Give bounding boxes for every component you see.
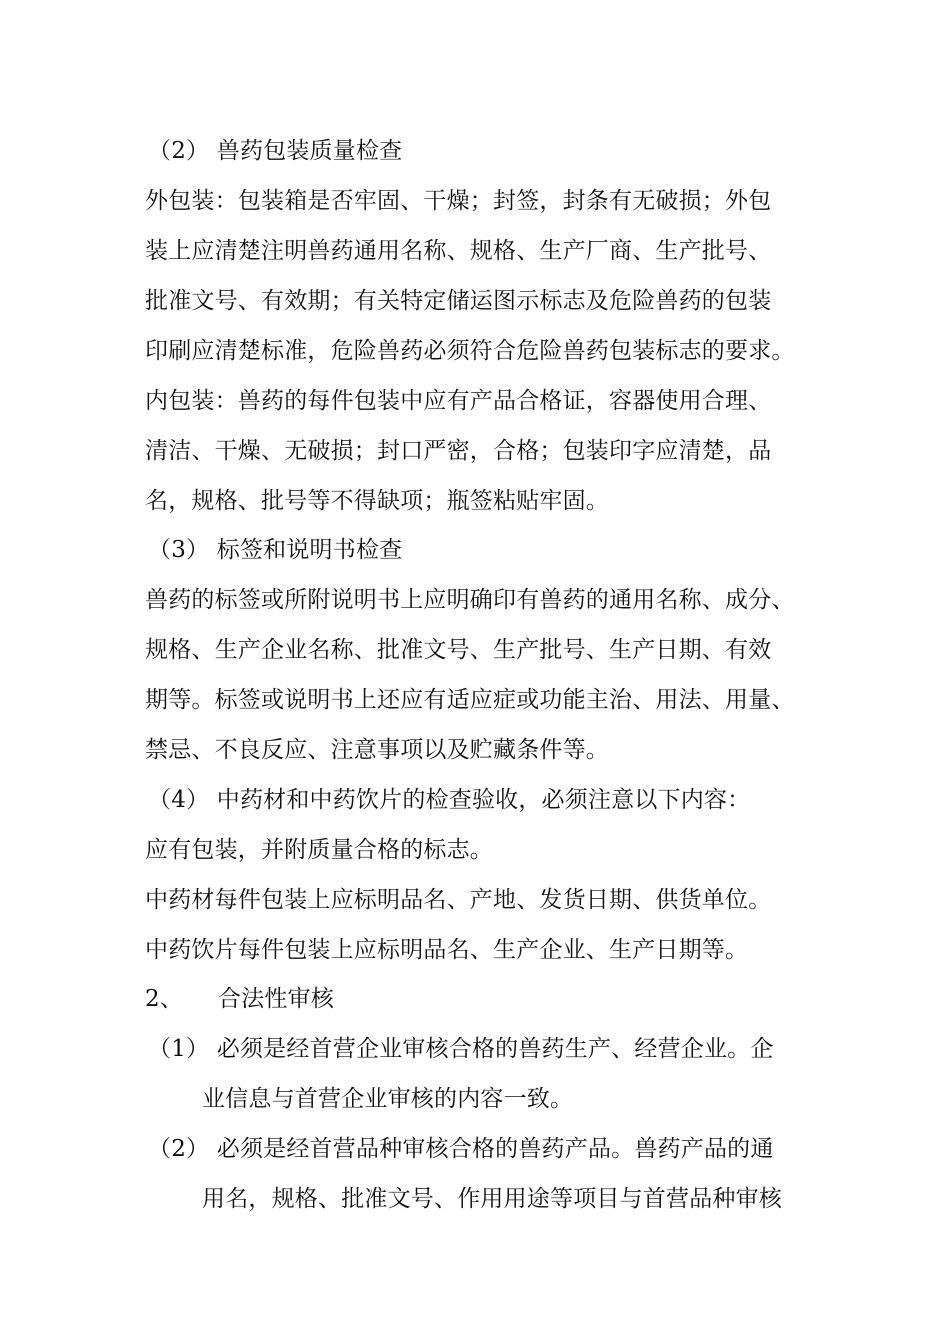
section-heading-legality-review: 2、 合法性审核 bbox=[145, 986, 334, 1012]
paragraph-line: 兽药的标签或所附说明书上应明确印有兽药的通用名称、成分、 bbox=[145, 587, 795, 613]
section-heading-label-check: （3） 标签和说明书检查 bbox=[148, 537, 403, 563]
paragraph-line: 装上应清楚注明兽药通用名称、规格、生产厂商、生产批号、 bbox=[145, 238, 772, 264]
section-heading-herbal-check: （4） 中药材和中药饮片的检查验收，必须注意以下内容： bbox=[148, 787, 751, 813]
paragraph-line: 规格、生产企业名称、批准文号、生产批号、生产日期、有效 bbox=[145, 637, 772, 663]
list-item-2: （2） 必须是经首营品种审核合格的兽药产品。兽药产品的通 bbox=[148, 1136, 774, 1162]
paragraph-line: 中药饮片每件包装上应标明品名、生产企业、生产日期等。 bbox=[145, 937, 749, 963]
paragraph-line: 内包装：兽药的每件包装中应有产品合格证，容器使用合理、 bbox=[145, 388, 772, 414]
list-item-2-continuation: 用名，规格、批准文号、作用用途等项目与首营品种审核 bbox=[202, 1186, 782, 1212]
paragraph-line: 批准文号、有效期；有关特定储运图示标志及危险兽药的包装 bbox=[145, 288, 772, 314]
paragraph-line: 外包装：包装箱是否牢固、干燥；封签，封条有无破损；外包 bbox=[145, 188, 772, 214]
paragraph-line: 中药材每件包装上应标明品名、产地、发货日期、供货单位。 bbox=[145, 887, 772, 913]
paragraph-line: 清洁、干燥、无破损；封口严密，合格；包装印字应清楚，品 bbox=[145, 438, 772, 464]
section-heading-packaging-check: （2） 兽药包装质量检查 bbox=[148, 138, 403, 164]
paragraph-line: 应有包装，并附质量合格的标志。 bbox=[145, 837, 493, 863]
paragraph-line: 印刷应清楚标准，危险兽药必须符合危险兽药包装标志的要求。 bbox=[145, 338, 795, 364]
list-item-1: （1） 必须是经首营企业审核合格的兽药生产、经营企业。企 bbox=[148, 1036, 774, 1062]
paragraph-line: 名，规格、批号等不得缺项；瓶签粘贴牢固。 bbox=[145, 488, 609, 514]
list-item-1-continuation: 业信息与首营企业审核的内容一致。 bbox=[202, 1086, 574, 1112]
paragraph-line: 禁忌、不良反应、注意事项以及贮藏条件等。 bbox=[145, 737, 609, 763]
paragraph-line: 期等。标签或说明书上还应有适应症或功能主治、用法、用量、 bbox=[145, 687, 795, 713]
